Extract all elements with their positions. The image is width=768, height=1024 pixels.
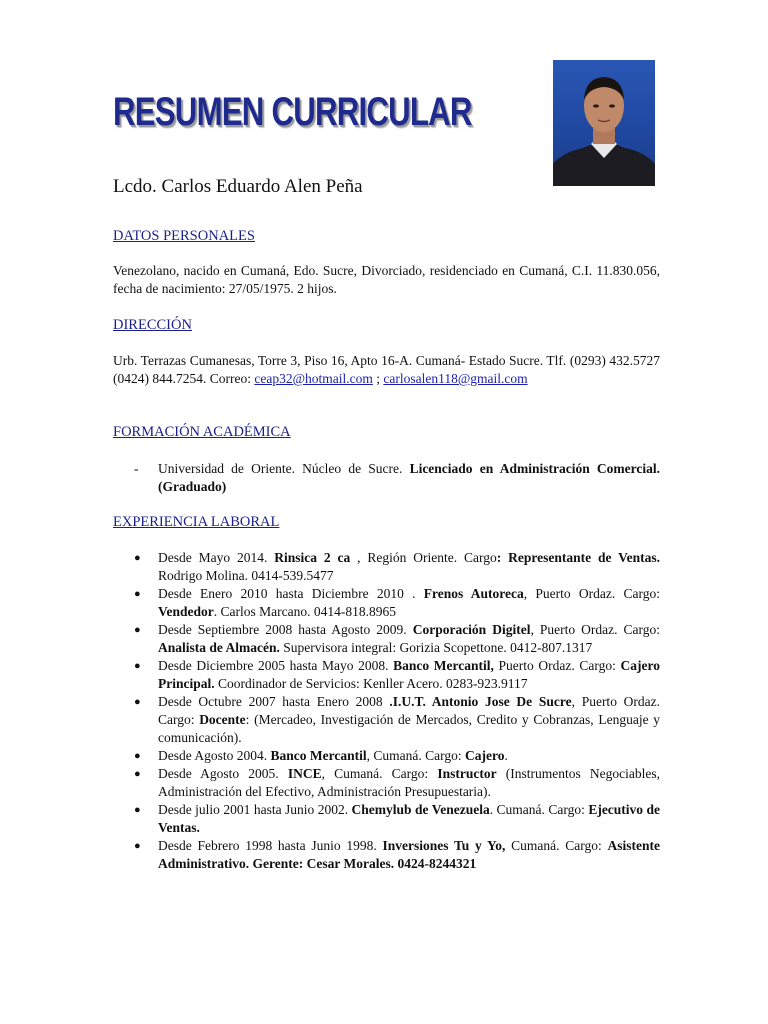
address-text: Urb. Terrazas Cumanesas, Torre 3, Piso 16, Apto 16-A. Cumaná- Estado Sucre. Tlf. (0293) 432.5727 (0424) 844.7254. Correo: — [113, 353, 660, 386]
candidate-name: Lcdo. Carlos Eduardo Alen Peña — [113, 176, 363, 197]
experience-period: Desde Mayo 2014. — [158, 550, 275, 565]
experience-location: Cumaná. Cargo: — [505, 838, 608, 853]
experience-company: Inversiones Tu y Yo, — [382, 838, 506, 853]
experience-position: Instructor — [437, 766, 497, 781]
experience-reference: : (Mercadeo, Investigación de Mercados, Credito y Cobranzas, Lenguaje y comunicación). — [158, 712, 661, 745]
bullet-icon: ● — [134, 804, 141, 816]
bullet-icon: ● — [134, 660, 141, 672]
experience-company: INCE — [287, 766, 322, 781]
experience-position: Docente — [199, 712, 246, 727]
section-heading-personal: DATOS PERSONALES — [113, 228, 255, 244]
experience-position: Analista de Almacén. — [158, 640, 280, 655]
experience-position: Vendedor — [158, 604, 214, 619]
experience-location: Puerto Ordaz. Cargo: — [493, 658, 621, 673]
experience-period: Desde Enero 2010 hasta Diciembre 2010 . — [158, 586, 424, 601]
bullet-icon: ● — [134, 768, 141, 780]
experience-reference: Supervisora integral: Gorizia Scopettone. 0412-807.1317 — [279, 640, 593, 655]
education-list — [113, 460, 660, 496]
experience-reference: . — [504, 748, 508, 763]
experience-period: Desde julio 2001 hasta Junio 2002. — [158, 802, 352, 817]
bullet-icon: ● — [134, 588, 141, 600]
experience-location: , Puerto Ordaz. Cargo: — [530, 622, 660, 637]
experience-item — [113, 693, 660, 747]
section-heading-address: DIRECCIÓN — [113, 317, 192, 333]
experience-item — [113, 621, 660, 657]
experience-item — [113, 837, 660, 873]
dash-marker: - — [134, 461, 139, 476]
education-institution: Universidad de Oriente. Núcleo de Sucre. — [158, 461, 410, 476]
experience-item — [113, 657, 660, 693]
email-link-gmail[interactable]: carlosalen118@gmail.com — [383, 371, 528, 386]
personal-details: Venezolano, nacido en Cumaná, Edo. Sucre, Divorciado, residenciado en Cumaná, C.I. 11.830.056, fecha de nacimiento: 27/05/1975. 2 hijos. — [113, 263, 660, 296]
experience-position: : Representante de Ventas. — [496, 550, 661, 565]
experience-period: Desde Diciembre 2005 hasta Mayo 2008. — [158, 658, 394, 673]
document-title: RESUMEN CURRICULAR — [113, 90, 472, 134]
experience-company: Banco Mercantil — [270, 748, 367, 763]
address-details — [113, 352, 660, 388]
experience-reference: Rodrigo Molina. 0414-539.5477 — [158, 568, 334, 583]
experience-company: Chemylub de Venezuela — [351, 802, 490, 817]
experience-period: Desde Septiembre 2008 hasta Agosto 2009. — [158, 622, 413, 637]
education-item — [113, 460, 660, 496]
experience-location: , Cumaná. Cargo: — [321, 766, 438, 781]
experience-reference: . Carlos Marcano. 0414-818.8965 — [213, 604, 396, 619]
experience-reference: (Instrumentos Negociables, Administración del Efectivo, Administración Presupuestaria). — [158, 766, 660, 799]
section-heading-education: FORMACIÓN ACADÉMICA — [113, 424, 291, 440]
experience-period: Desde Agosto 2004. — [158, 748, 271, 763]
profile-photo — [553, 60, 655, 186]
experience-company: .I.U.T. Antonio Jose De Sucre — [389, 694, 572, 709]
bullet-icon: ● — [134, 552, 141, 564]
bullet-icon: ● — [134, 696, 141, 708]
experience-company: Frenos Autoreca — [423, 586, 524, 601]
experience-company: Corporación Digitel — [412, 622, 531, 637]
experience-item — [113, 549, 660, 585]
experience-item — [113, 585, 660, 621]
bullet-icon: ● — [134, 624, 141, 636]
email-separator: ; — [372, 371, 384, 386]
experience-item — [113, 747, 660, 765]
experience-position: Ejecutivo de Ventas. — [158, 802, 660, 835]
experience-company: Banco Mercantil, — [393, 658, 494, 673]
experience-location: , Puerto Ordaz. Cargo: — [523, 586, 660, 601]
bullet-icon: ● — [134, 750, 141, 762]
experience-period: Desde Febrero 1998 hasta Junio 1998. — [158, 838, 383, 853]
experience-location: . Cumaná. Cargo: — [489, 802, 589, 817]
email-link-hotmail[interactable]: ceap32@hotmail.com — [254, 371, 373, 386]
bullet-icon: ● — [134, 840, 141, 852]
experience-list — [113, 549, 660, 873]
experience-position: Asistente Administrativo. Gerente: Cesar Morales. 0424-8244321 — [158, 838, 660, 871]
experience-position: Cajero — [464, 748, 505, 763]
experience-location: , Cumaná. Cargo: — [366, 748, 465, 763]
experience-location: , Región Oriente. Cargo — [357, 550, 497, 565]
experience-company: Rinsica 2 ca — [274, 550, 358, 565]
experience-item — [113, 801, 660, 837]
experience-item — [113, 765, 660, 801]
experience-reference: Coordinador de Servicios: Kenller Acero. 0283-923.9117 — [214, 676, 528, 691]
section-heading-experience: EXPERIENCIA LABORAL — [113, 514, 280, 530]
experience-location: , Puerto Ordaz. Cargo: — [158, 694, 660, 727]
education-degree: Licenciado en Administración Comercial. (Graduado) — [158, 461, 660, 494]
experience-period: Desde Octubre 2007 hasta Enero 2008 — [158, 694, 390, 709]
experience-period: Desde Agosto 2005. — [158, 766, 288, 781]
experience-position: Cajero Principal. — [158, 658, 661, 691]
